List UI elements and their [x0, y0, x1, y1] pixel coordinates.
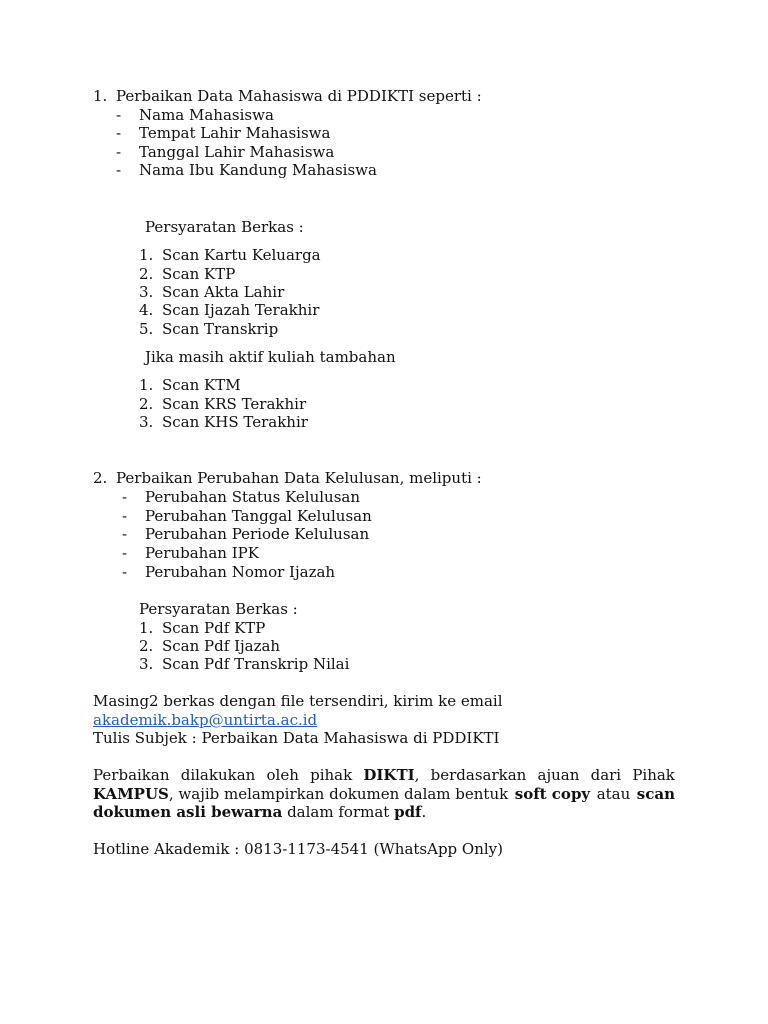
email-link[interactable]: akademik.bakp@untirta.ac.id [93, 711, 318, 729]
bullet-dash: - [122, 507, 128, 525]
note-word: dilakukan [180, 766, 256, 784]
requirement-item: Scan Pdf Ijazah [162, 637, 281, 655]
hotline-text: Hotline Akademik : 0813-1173-4541 (WhatsApp Only) [93, 840, 503, 858]
note-word: oleh [266, 766, 299, 784]
requirement-item: Scan Pdf Transkrip Nilai [162, 655, 350, 673]
requirements-heading: Persyaratan Berkas : [139, 600, 298, 618]
requirement-number: 2. [139, 637, 154, 655]
requirement-number: 5. [139, 320, 154, 338]
note-comma: , [414, 766, 420, 784]
soft-copy-bold: soft copy [514, 785, 591, 803]
list-item: Perubahan Status Kelulusan [145, 488, 361, 506]
section-1-title: Perbaikan Data Mahasiswa di PDDIKTI seperti : [116, 87, 482, 105]
requirement-number: 1. [139, 246, 154, 264]
bullet-dash: - [116, 143, 122, 161]
list-item: Perubahan Tanggal Kelulusan [145, 507, 372, 525]
note-line-1 [93, 766, 675, 784]
requirement-item: Scan Pdf KTP [162, 619, 266, 637]
note-line-2 [93, 785, 675, 803]
bullet-dash: - [116, 124, 122, 142]
submission-text: Masing2 berkas dengan file tersendiri, kirim ke email [93, 692, 503, 710]
requirement-number: 3. [139, 413, 154, 431]
list-item: Perubahan Periode Kelulusan [145, 525, 370, 543]
requirement-item: Scan KTP [162, 265, 236, 283]
section-2-number: 2. [93, 469, 108, 487]
scan-bold: scan [636, 785, 675, 803]
original-document-bold: dokumen asli bewarna [93, 803, 283, 821]
bullet-dash: - [122, 544, 128, 562]
list-item: Tempat Lahir Mahasiswa [139, 124, 331, 142]
note-word: ajuan [537, 766, 580, 784]
list-item: Nama Ibu Kandung Mahasiswa [139, 161, 377, 179]
requirement-item: Scan KHS Terakhir [162, 413, 308, 431]
active-student-heading: Jika masih aktif kuliah tambahan [145, 348, 396, 366]
note-period: . [421, 803, 427, 821]
note-text: dalam format [282, 803, 395, 821]
note-segment [93, 785, 508, 803]
requirement-item: Scan KTM [162, 376, 241, 394]
list-item: Nama Mahasiswa [139, 106, 274, 124]
note-word: berdasarkan [430, 766, 527, 784]
section-2-title: Perbaikan Perubahan Data Kelulusan, meliputi : [116, 469, 482, 487]
requirement-number: 2. [139, 395, 154, 413]
requirement-item: Scan KRS Terakhir [162, 395, 307, 413]
requirements-heading: Persyaratan Berkas : [145, 218, 304, 236]
note-word: dari [590, 766, 622, 784]
requirement-item: Scan Transkrip [162, 320, 279, 338]
list-item: Perubahan IPK [145, 544, 259, 562]
requirement-number: 2. [139, 265, 154, 283]
requirement-number: 3. [139, 283, 154, 301]
list-item: Tanggal Lahir Mahasiswa [139, 143, 335, 161]
requirement-number: 3. [139, 655, 154, 673]
bullet-dash: - [116, 106, 122, 124]
note-line-3 [93, 803, 426, 821]
list-item: Perubahan Nomor Ijazah [145, 563, 336, 581]
bullet-dash: - [122, 488, 128, 506]
note-word: atau [596, 785, 631, 803]
requirement-item: Scan Kartu Keluarga [162, 246, 321, 264]
note-word [363, 766, 419, 784]
bullet-dash: - [116, 161, 122, 179]
bullet-dash: - [122, 525, 128, 543]
pdf-bold: pdf [394, 803, 422, 821]
note-text: , wajib melampirkan dokumen dalam bentuk [168, 785, 509, 803]
requirement-item: Scan Akta Lahir [162, 283, 285, 301]
note-word: pihak [310, 766, 353, 784]
note-word: Perbaikan [93, 766, 170, 784]
requirement-number: 1. [139, 376, 154, 394]
requirement-number: 4. [139, 301, 154, 319]
dikti-bold: DIKTI [363, 766, 415, 784]
note-word: Pihak [632, 766, 675, 784]
requirement-item: Scan Ijazah Terakhir [162, 301, 320, 319]
requirement-number: 1. [139, 619, 154, 637]
subject-text: Tulis Subjek : Perbaikan Data Mahasiswa di PDDIKTI [93, 729, 500, 747]
kampus-bold: KAMPUS [93, 785, 169, 803]
bullet-dash: - [122, 563, 128, 581]
section-1-number: 1. [93, 87, 108, 105]
